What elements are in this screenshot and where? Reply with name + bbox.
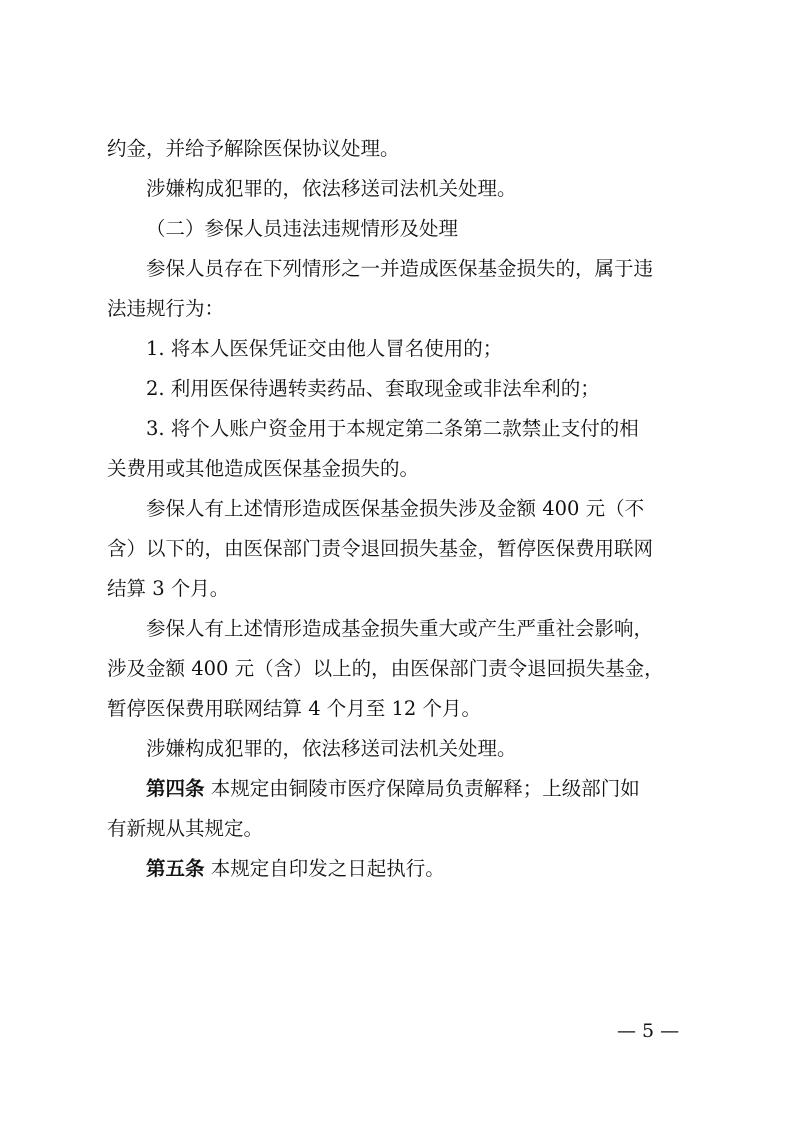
- paragraph-line: 结算 3 个月。: [107, 577, 230, 600]
- paragraph-line: 参保人有上述情形造成医保基金损失涉及金额 400 元（不: [146, 497, 645, 520]
- article-5-line: [146, 855, 689, 883]
- paragraph-line: 参保人员存在下列情形之一并造成医保基金损失的，属于违: [146, 257, 654, 280]
- article-4-text: 本规定由铜陵市医疗保障局负责解释；上级部门如: [210, 777, 640, 800]
- article-4-line: [146, 775, 689, 803]
- paragraph-line: 暂停医保费用联网结算 4 个月至 12 个月。: [107, 697, 482, 720]
- list-item: 3. 将个人账户资金用于本规定第二条第二款禁止支付的相: [146, 417, 639, 440]
- section-heading: （二）参保人员违法违规情形及处理: [146, 217, 459, 240]
- paragraph-line: 涉及金额 400 元（含）以上的，由医保部门责令退回损失基金，: [107, 657, 664, 680]
- article-5-text: 本规定自印发之日起执行。: [210, 857, 445, 880]
- paragraph-line: 关费用或其他造成医保基金损失的。: [107, 457, 420, 480]
- paragraph-line: 约金，并给予解除医保协议处理。: [107, 137, 400, 160]
- paragraph-line: 参保人有上述情形造成基金损失重大或产生严重社会影响，: [146, 617, 654, 640]
- list-item: 1. 将本人医保凭证交由他人冒名使用的；: [146, 337, 503, 360]
- article-4-label: 第四条: [146, 777, 205, 800]
- paragraph-line: 涉嫌构成犯罪的，依法移送司法机关处理。: [146, 177, 517, 200]
- list-item: 2. 利用医保待遇转卖药品、套取现金或非法牟利的；: [146, 377, 600, 400]
- paragraph-line: 涉嫌构成犯罪的，依法移送司法机关处理。: [146, 737, 517, 760]
- paragraph-line: 有新规从其规定。: [107, 817, 264, 840]
- article-5-label: 第五条: [146, 857, 205, 880]
- page-number: — 5 —: [617, 1020, 680, 1042]
- paragraph-line: 含）以下的，由医保部门责令退回损失基金，暂停医保费用联网: [107, 537, 654, 560]
- paragraph-line: 法违规行为：: [107, 297, 225, 320]
